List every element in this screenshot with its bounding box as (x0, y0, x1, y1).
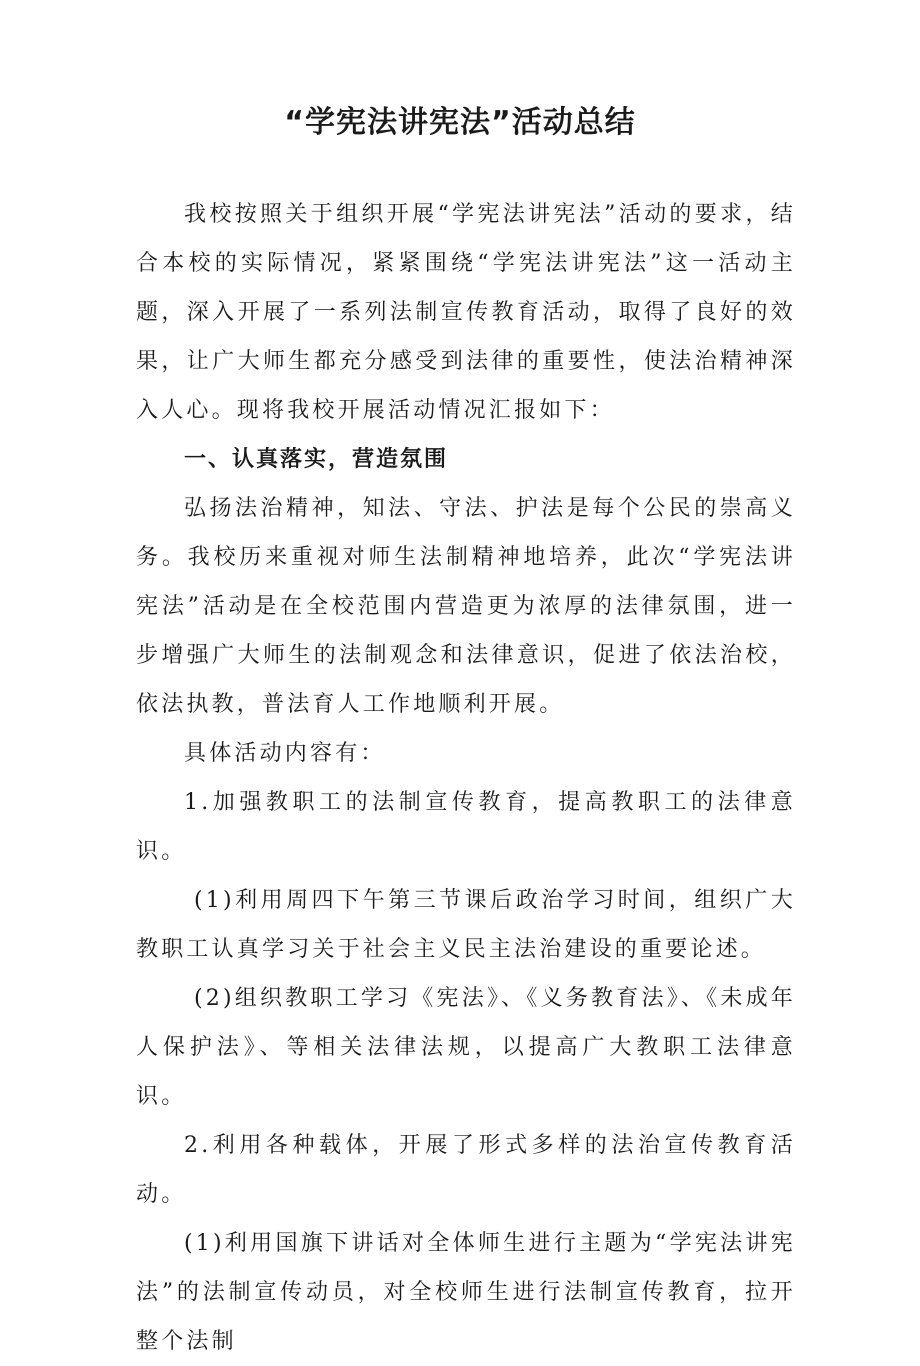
document-body (136, 190, 796, 1366)
section-1-paragraph: 弘扬法治精神，知法、守法、护法是每个公民的崇高义务。我校历来重视对师生法制精神地培养，此次“学宪法讲宪法”活动是在全校范围内营造更为浓厚的法律氛围，进一步增强广大师生的法制观念和法律意识，促进了依法治校，依法执教，普法育人工作地顺利开展。 (136, 496, 796, 717)
section-heading-1: 一、认真落实，营造氛围 (184, 447, 449, 472)
intro-paragraph: 我校按照关于组织开展“学宪法讲宪法”活动的要求，结合本校的实际情况，紧紧围绕“学宪法讲宪法”这一活动主题，深入开展了一系列法制宣传教育活动，取得了良好的效果，让广大师生都充分感受到法律的重要性，使法治精神深入人心。现将我校开展活动情况汇报如下： (136, 202, 796, 423)
activities-label: 具体活动内容有： (184, 741, 386, 766)
list-item-2: 2.利用各种载体，开展了形式多样的法治宣传教育活动。 (136, 1133, 796, 1207)
document-title: “学宪法讲宪法”活动总结 (284, 105, 636, 140)
list-item-1-1: (1)利用周四下午第三节课后政治学习时间，组织广大教职工认真学习关于社会主义民主法治建设的重要论述。 (136, 888, 796, 962)
list-item-1-2: (2)组织教职工学习《宪法》、《义务教育法》、《未成年人保护法》、等相关法律法规，以提高广大教职工法律意识。 (136, 986, 796, 1109)
list-item-1: 1.加强教职工的法制宣传教育，提高教职工的法律意识。 (136, 790, 796, 864)
list-item-2-1: (1)利用国旗下讲话对全体师生进行主题为“学宪法讲宪法”的法制宣传动员，对全校师生进行法制宣传教育，拉开整个法制 (136, 1231, 796, 1354)
